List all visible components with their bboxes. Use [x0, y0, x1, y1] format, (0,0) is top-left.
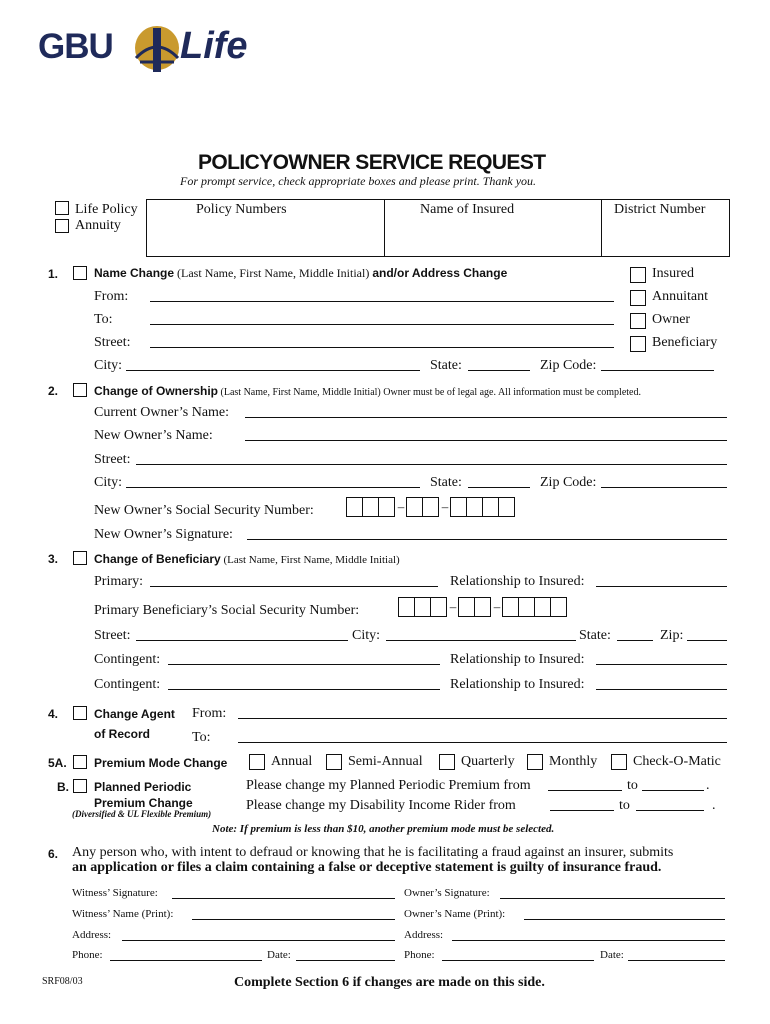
s3-ssn-boxes[interactable]	[398, 597, 567, 617]
witness-signature-label: Witness’ Signature:	[72, 887, 158, 899]
s3-contingent-1-field[interactable]	[168, 664, 440, 665]
section-3-heading	[94, 552, 400, 566]
s2-city-field[interactable]	[126, 487, 420, 488]
section-4-title-line-1: Change Agent	[94, 707, 175, 721]
witness-phone-label: Phone:	[72, 949, 103, 961]
s4-from-label: From:	[192, 706, 227, 721]
section-5b-title-line-1: Planned Periodic	[94, 780, 192, 794]
s5-planned-premium-text: Please change my Planned Periodic Premium from	[246, 778, 531, 793]
check-o-matic-label: Check-O-Matic	[633, 754, 721, 769]
s1-city-field[interactable]	[126, 370, 420, 371]
section-5b-checkbox[interactable]	[73, 779, 87, 793]
page-title: POLICYOWNER SERVICE REQUEST	[198, 151, 546, 174]
s3-ssn-dash-1: –	[449, 599, 457, 614]
s3-primary-relationship-label: Relationship to Insured:	[450, 574, 585, 589]
s3-ssn-dash-2: –	[493, 599, 501, 614]
s3-primary-relationship-field[interactable]	[596, 586, 727, 587]
s2-new-owner-label: New Owner’s Name:	[94, 428, 213, 443]
s3-contingent-1-relationship-label: Relationship to Insured:	[450, 652, 585, 667]
witness-name-field[interactable]	[192, 919, 395, 920]
owner-label: Owner	[652, 312, 691, 327]
owner-address-field[interactable]	[452, 940, 725, 941]
s3-zip-label: Zip:	[660, 628, 684, 643]
s3-street-label: Street:	[94, 628, 131, 643]
policy-numbers-cell[interactable]	[148, 220, 382, 255]
insured-checkbox[interactable]	[630, 267, 646, 283]
owner-date-label: Date:	[600, 949, 624, 961]
section-2-heading	[94, 384, 641, 398]
s3-state-field[interactable]	[617, 640, 653, 641]
logo-text-life: Life	[180, 25, 248, 67]
check-o-matic-checkbox[interactable]	[611, 754, 627, 770]
section-1-paren: (Last Name, First Name, Middle Initial)	[177, 266, 370, 280]
section-2-number: 2.	[48, 384, 59, 398]
s5-disability-rider-to-label: to	[619, 798, 630, 813]
owner-address-label: Address:	[404, 929, 444, 941]
beneficiary-checkbox[interactable]	[630, 336, 646, 352]
s1-street-field[interactable]	[150, 347, 614, 348]
s2-signature-label: New Owner’s Signature:	[94, 527, 233, 542]
s2-ssn-label: New Owner’s Social Security Number:	[94, 503, 314, 518]
section-3-checkbox[interactable]	[73, 551, 87, 565]
s3-contingent-2-field[interactable]	[168, 689, 440, 690]
section-3-paren: (Last Name, First Name, Middle Initial)	[223, 554, 400, 566]
section-5a-checkbox[interactable]	[73, 755, 87, 769]
policy-numbers-header: Policy Numbers	[196, 202, 287, 217]
section-2-paren: (Last Name, First Name, Middle Initial) Owner must be of legal age. All information must be completed.	[220, 387, 641, 398]
s3-zip-field[interactable]	[687, 640, 727, 641]
s2-ssn-boxes[interactable]	[346, 497, 515, 517]
section-1-title: Name Change	[94, 266, 175, 280]
section-1-checkbox[interactable]	[73, 266, 87, 280]
quarterly-checkbox[interactable]	[439, 754, 455, 770]
s3-contingent-2-relationship-field[interactable]	[596, 689, 727, 690]
witness-date-field[interactable]	[296, 960, 395, 961]
s2-state-field[interactable]	[468, 487, 530, 488]
witness-address-label: Address:	[72, 929, 112, 941]
insured-label: Insured	[652, 266, 694, 281]
section-5a-title: Premium Mode Change	[94, 756, 228, 770]
owner-date-field[interactable]	[628, 960, 725, 961]
section-4-checkbox[interactable]	[73, 706, 87, 720]
s2-city-label: City:	[94, 475, 123, 490]
semi-annual-label: Semi-Annual	[348, 754, 423, 769]
owner-phone-field[interactable]	[442, 960, 594, 961]
s3-city-label: City:	[352, 628, 381, 643]
monthly-label: Monthly	[549, 754, 598, 769]
witness-address-field[interactable]	[122, 940, 395, 941]
monthly-checkbox[interactable]	[527, 754, 543, 770]
section-2-title: Change of Ownership	[94, 384, 219, 398]
s5-planned-premium-from-field[interactable]	[548, 790, 622, 791]
life-policy-checkbox[interactable]	[55, 201, 69, 215]
s1-from-field[interactable]	[150, 301, 614, 302]
owner-signature-field[interactable]	[500, 898, 725, 899]
name-of-insured-header: Name of Insured	[420, 202, 515, 217]
s5-note: Note: If premium is less than $10, another premium mode must be selected.	[212, 823, 555, 835]
s1-city-label: City:	[94, 358, 123, 373]
owner-checkbox[interactable]	[630, 313, 646, 329]
s5-planned-premium-period: .	[706, 778, 710, 793]
s4-to-label: To:	[192, 730, 211, 745]
s5-disability-rider-from-field[interactable]	[550, 810, 614, 811]
section-5b-title-line-2: Premium Change	[94, 796, 193, 810]
section-1-andor: and/or Address Change	[372, 266, 508, 280]
section-4-number: 4.	[48, 707, 59, 721]
s3-city-field[interactable]	[386, 640, 576, 641]
s2-zip-label: Zip Code:	[540, 475, 597, 490]
section-6-number: 6.	[48, 847, 59, 861]
s1-street-label: Street:	[94, 335, 131, 350]
logo	[38, 20, 268, 76]
s2-current-owner-label: Current Owner’s Name:	[94, 405, 230, 420]
annuity-label: Annuity	[75, 218, 121, 233]
section-3-title: Change of Beneficiary	[94, 552, 221, 566]
s2-current-owner-field[interactable]	[245, 417, 727, 418]
section-5b-note: (Diversified & UL Flexible Premium)	[72, 809, 212, 819]
district-number-cell[interactable]	[603, 220, 728, 255]
page-subtitle: For prompt service, check appropriate boxes and please print. Thank you.	[180, 174, 537, 188]
annual-checkbox[interactable]	[249, 754, 265, 770]
life-policy-label: Life Policy	[75, 202, 138, 217]
s1-zip-field[interactable]	[601, 370, 714, 371]
section-5a-number: 5A.	[48, 756, 67, 770]
s3-primary-field[interactable]	[150, 586, 438, 587]
s3-street-field[interactable]	[136, 640, 348, 641]
s4-to-field[interactable]	[238, 742, 727, 743]
s2-ssn-dash-1: –	[397, 499, 405, 514]
owner-name-label: Owner’s Name (Print):	[404, 908, 506, 920]
section-6-text-line-1: Any person who, with intent to defraud or knowing that he is facilitating a fraud against an insurer, submits	[72, 845, 674, 860]
s4-from-field[interactable]	[238, 718, 727, 719]
witness-date-label: Date:	[267, 949, 291, 961]
s5-planned-premium-to-label: to	[627, 778, 638, 793]
section-4-title-line-2: of Record	[94, 727, 151, 741]
annuity-checkbox[interactable]	[55, 219, 69, 233]
section-3-number: 3.	[48, 552, 59, 566]
s2-new-owner-field[interactable]	[245, 440, 727, 441]
district-number-header: District Number	[614, 202, 706, 217]
section-1-heading	[94, 266, 507, 281]
annual-label: Annual	[271, 754, 313, 769]
s3-state-label: State:	[579, 628, 611, 643]
section-6-text-line-2: an application or files a claim containing a false or deceptive statement is guilty of insurance fraud.	[72, 860, 662, 875]
s2-signature-field[interactable]	[247, 539, 727, 540]
s1-state-field[interactable]	[468, 370, 530, 371]
section-1-number: 1.	[48, 267, 59, 281]
owner-signature-label: Owner’s Signature:	[404, 887, 490, 899]
beneficiary-label: Beneficiary	[652, 335, 718, 350]
s1-to-label: To:	[94, 312, 113, 327]
s2-street-label: Street:	[94, 452, 131, 467]
s3-ssn-label: Primary Beneficiary’s Social Security Number:	[94, 603, 360, 618]
annuitant-checkbox[interactable]	[630, 290, 646, 306]
s3-contingent-2-relationship-label: Relationship to Insured:	[450, 677, 585, 692]
section-2-checkbox[interactable]	[73, 383, 87, 397]
name-of-insured-cell[interactable]	[386, 220, 599, 255]
s3-primary-label: Primary:	[94, 574, 143, 589]
witness-signature-field[interactable]	[172, 898, 395, 899]
s3-contingent-2-label: Contingent:	[94, 677, 161, 692]
annuitant-label: Annuitant	[652, 289, 708, 304]
s2-state-label: State:	[430, 475, 462, 490]
s5-planned-premium-to-field[interactable]	[642, 790, 704, 791]
logo-text-gbu: GBU	[38, 27, 113, 66]
quarterly-label: Quarterly	[461, 754, 515, 769]
s2-ssn-dash-2: –	[441, 499, 449, 514]
s3-contingent-1-relationship-field[interactable]	[596, 664, 727, 665]
s1-from-label: From:	[94, 289, 129, 304]
s1-to-field[interactable]	[150, 324, 614, 325]
s5-disability-rider-to-field[interactable]	[636, 810, 704, 811]
s5-disability-rider-period: .	[712, 798, 716, 813]
s3-contingent-1-label: Contingent:	[94, 652, 161, 667]
section-5b-number: B.	[57, 780, 69, 794]
s2-zip-field[interactable]	[601, 487, 727, 488]
witness-name-label: Witness’ Name (Print):	[72, 908, 174, 920]
s5-disability-rider-text: Please change my Disability Income Rider from	[246, 798, 516, 813]
semi-annual-checkbox[interactable]	[326, 754, 342, 770]
witness-phone-field[interactable]	[110, 960, 262, 961]
footer-note: Complete Section 6 if changes are made on this side.	[234, 975, 545, 990]
bridge-emblem-icon	[134, 22, 180, 74]
s2-street-field[interactable]	[136, 464, 727, 465]
form-code: SRF08/03	[42, 976, 83, 987]
s1-state-label: State:	[430, 358, 462, 373]
s1-zip-label: Zip Code:	[540, 358, 597, 373]
owner-name-field[interactable]	[524, 919, 725, 920]
owner-phone-label: Phone:	[404, 949, 435, 961]
